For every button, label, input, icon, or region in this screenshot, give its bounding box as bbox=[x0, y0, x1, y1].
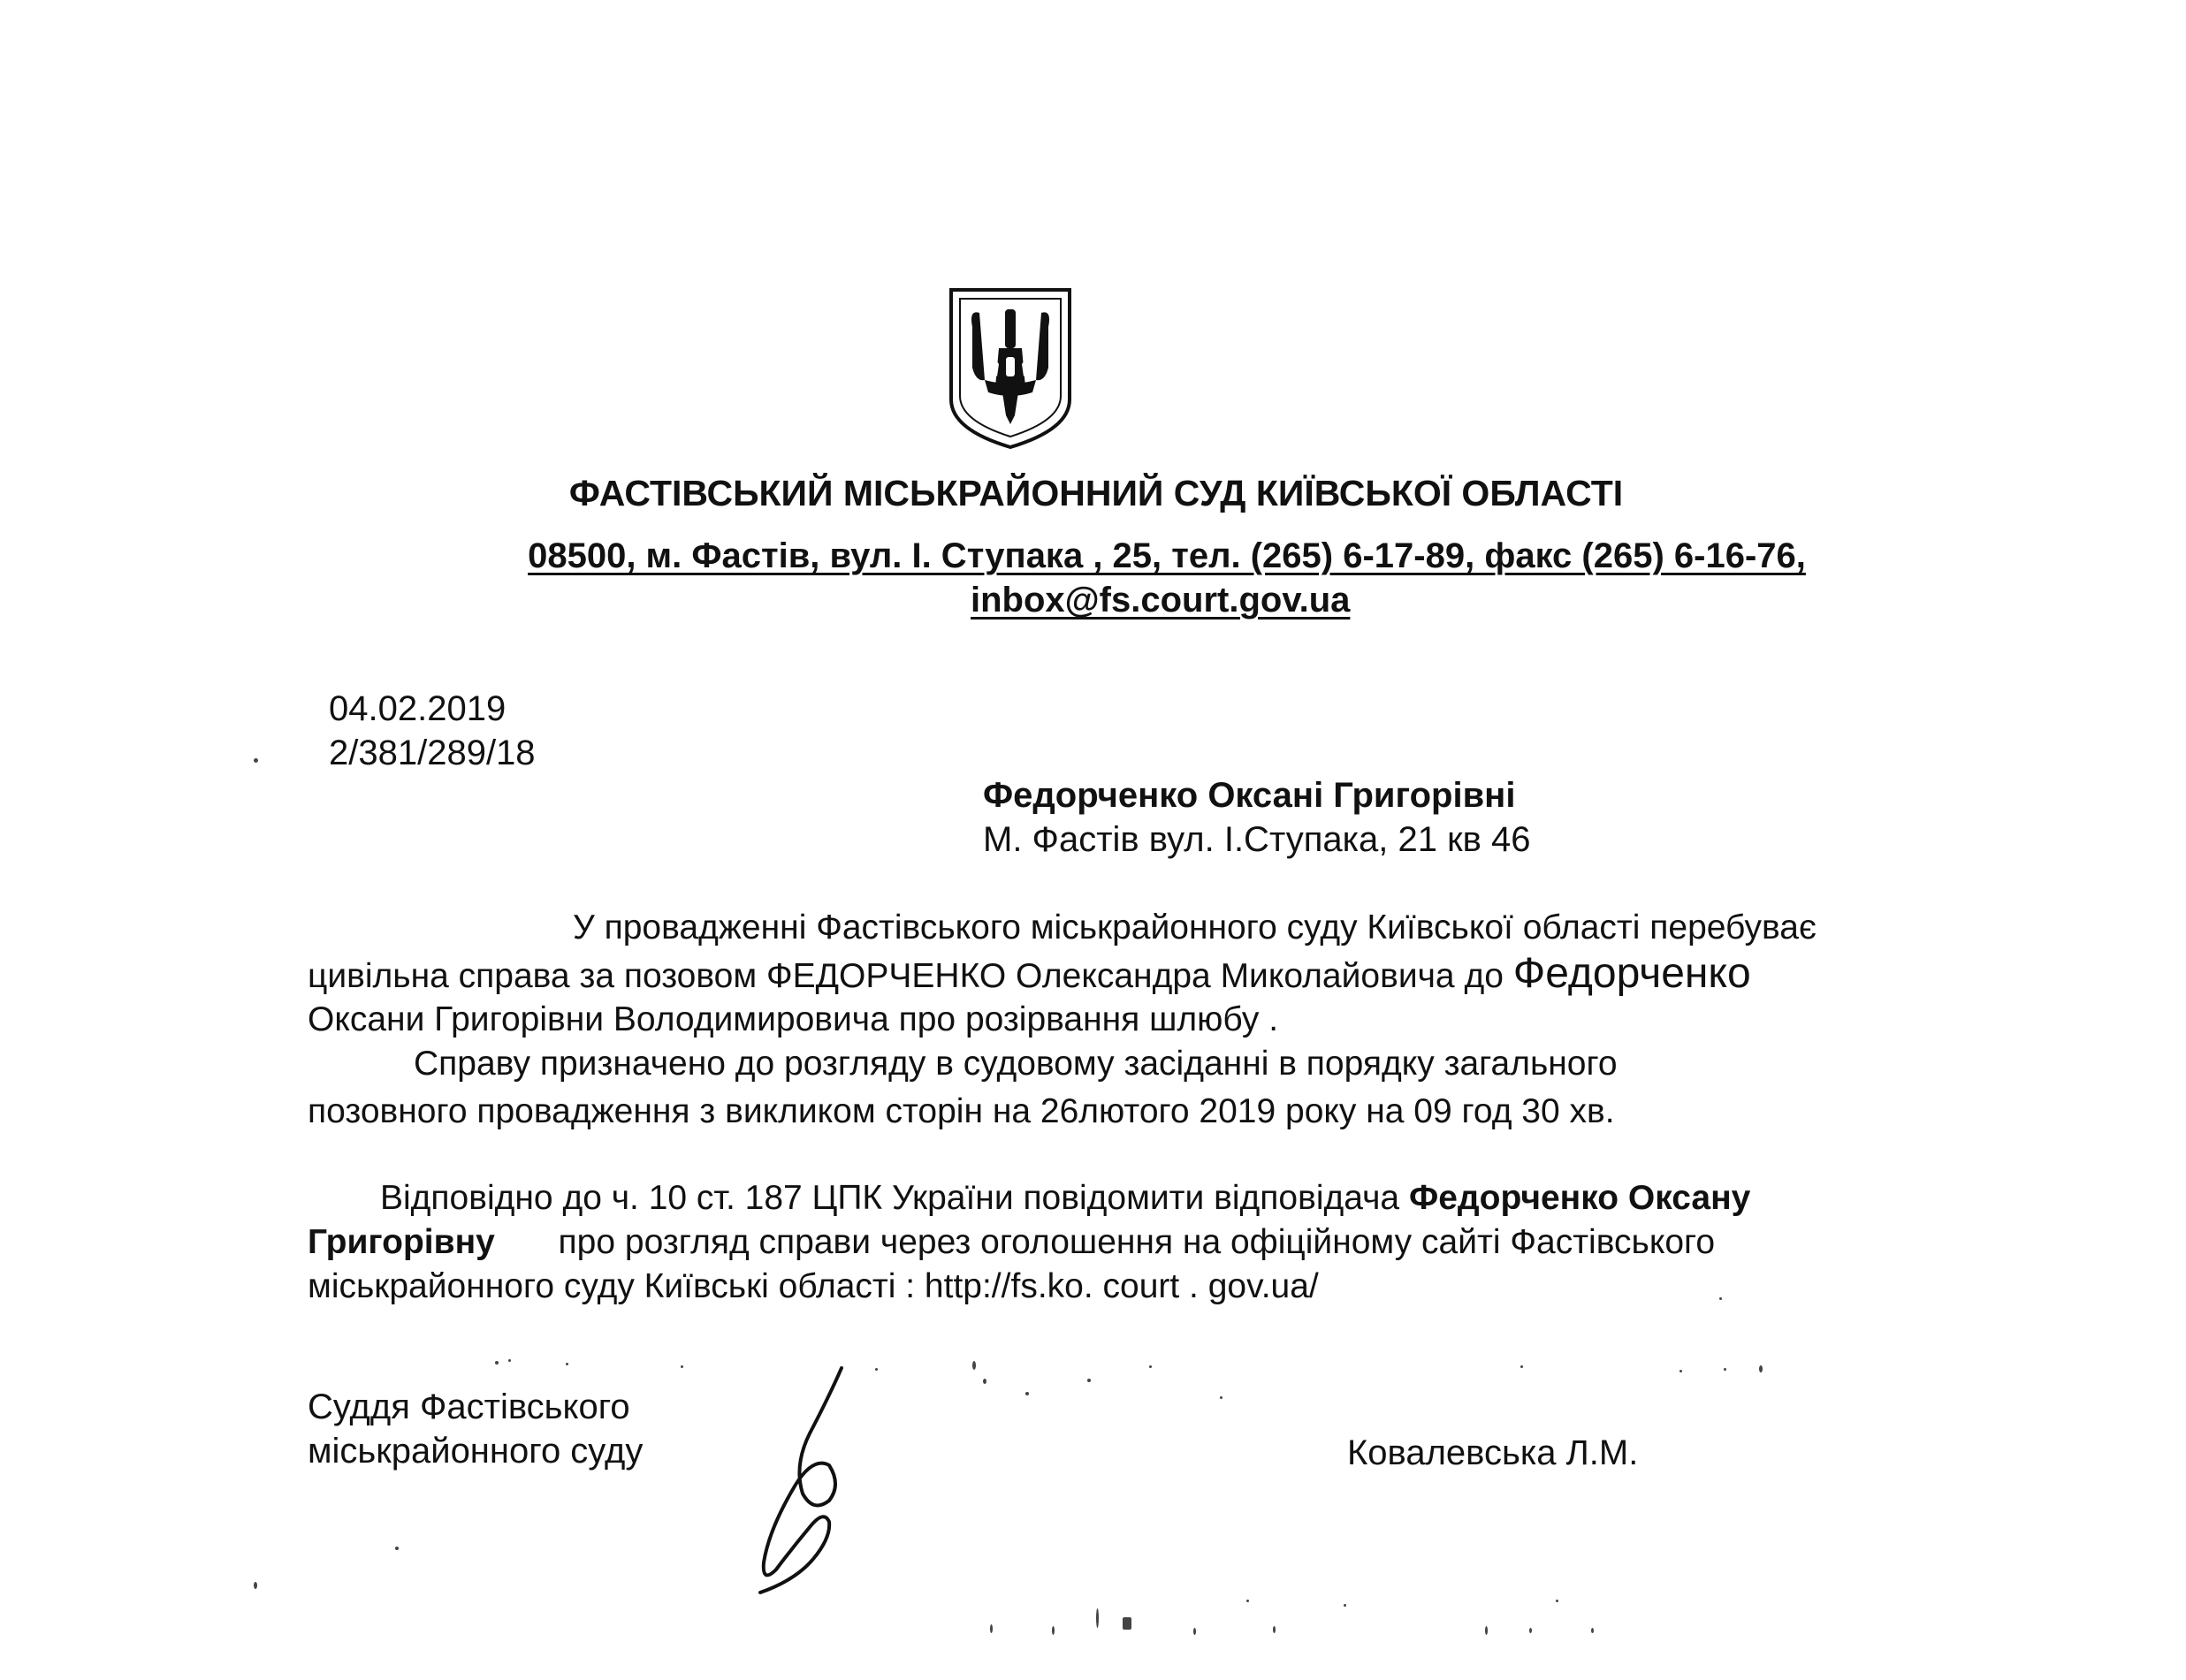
scan-speck bbox=[1025, 1392, 1029, 1395]
scan-speck bbox=[1556, 1600, 1558, 1602]
scan-speck bbox=[1149, 1365, 1152, 1368]
scan-speck bbox=[1096, 1608, 1099, 1628]
court-email: inbox@fs.court.gov.ua bbox=[971, 581, 1351, 620]
document-date: 04.02.2019 bbox=[329, 689, 507, 728]
scan-speck bbox=[1759, 1365, 1763, 1372]
scan-speck bbox=[508, 1359, 511, 1362]
scan-speck bbox=[681, 1365, 683, 1368]
scan-speck bbox=[1273, 1626, 1276, 1633]
judge-name: Ковалевська Л.М. bbox=[1347, 1433, 1639, 1472]
scan-speck bbox=[1679, 1370, 1682, 1372]
court-address: 08500, м. Фастів, вул. І. Ступака , 25, тел. (265) 6-17-89, факс (265) 6-16-76, bbox=[528, 536, 1806, 575]
scan-speck bbox=[395, 1547, 399, 1550]
scan-speck bbox=[566, 1363, 568, 1365]
court-name: ФАСТІВСЬКИЙ МІСЬКРАЙОННИЙ СУД КИЇВСЬКОЇ ОБЛАСТІ bbox=[568, 473, 1624, 513]
body-p3-defendant-patronymic: Григорівну bbox=[308, 1223, 495, 1261]
scan-speck bbox=[875, 1368, 878, 1371]
scan-speck bbox=[1591, 1628, 1594, 1633]
body-p1-line2 bbox=[308, 950, 1751, 998]
scan-speck bbox=[1246, 1600, 1249, 1602]
scan-speck bbox=[1087, 1379, 1091, 1382]
body-p1-line1: У провадженні Фастівського міськрайонного суду Київської області перебуває bbox=[573, 908, 1817, 946]
scan-speck bbox=[990, 1624, 993, 1633]
scan-speck bbox=[983, 1379, 986, 1384]
judge-title-line2: міськрайонного суду bbox=[308, 1432, 644, 1471]
scan-speck bbox=[1052, 1626, 1055, 1635]
scan-speck bbox=[1529, 1628, 1532, 1633]
case-number: 2/381/289/18 bbox=[329, 734, 536, 772]
body-p3-line2-text: про розгляд справи через оголошення на офіційному сайті Фастівського bbox=[558, 1223, 1716, 1261]
coat-of-arms-icon bbox=[944, 283, 1077, 451]
scan-speck bbox=[1344, 1604, 1346, 1607]
scan-speck bbox=[495, 1361, 499, 1365]
body-p3-line2 bbox=[308, 1221, 1715, 1264]
scan-speck bbox=[1520, 1365, 1523, 1368]
body-p2-line1: Справу призначено до розгляду в судовому засіданні в порядку загального bbox=[414, 1045, 1618, 1083]
handwritten-signature bbox=[725, 1361, 884, 1600]
body-p1-line2-text: цивільна справа за позовом ФЕДОРЧЕНКО Олександра Миколайовича до bbox=[308, 957, 1504, 995]
body-p1-defendant-name: Федорченко bbox=[1512, 950, 1751, 997]
scan-speck bbox=[1719, 1297, 1722, 1300]
scan-speck bbox=[1724, 1368, 1726, 1371]
body-p3-defendant-name: Федорченко Оксану bbox=[1408, 1179, 1751, 1217]
scan-speck bbox=[1220, 1396, 1222, 1399]
scan-speck bbox=[1123, 1617, 1131, 1630]
scan-speck bbox=[254, 758, 258, 763]
body-p3-line3: міськрайонного суду Київські області : http://fs.ko. court . gov.ua/ bbox=[308, 1267, 1319, 1305]
recipient-name: Федорченко Оксані Григорівні bbox=[983, 776, 1516, 815]
recipient-address: М. Фастів вул. І.Ступака, 21 кв 46 bbox=[983, 820, 1531, 859]
body-p3-line1-text: Відповідно до ч. 10 ст. 187 ЦПК України повідомити відповідача bbox=[380, 1179, 1400, 1217]
scan-speck bbox=[1193, 1628, 1196, 1635]
scan-speck bbox=[1485, 1626, 1488, 1635]
body-p1-line3: Оксани Григорівни Володимировича про розірвання шлюбу . bbox=[308, 1000, 1279, 1038]
judge-title-line1: Суддя Фастівського bbox=[308, 1387, 630, 1426]
scan-speck bbox=[972, 1361, 976, 1370]
body-p2-line2: позовного провадження з викликом сторін на 26лютого 2019 року на 09 год 30 хв. bbox=[308, 1092, 1615, 1130]
scan-speck bbox=[254, 1582, 257, 1589]
body-p3-line1 bbox=[380, 1177, 1750, 1220]
